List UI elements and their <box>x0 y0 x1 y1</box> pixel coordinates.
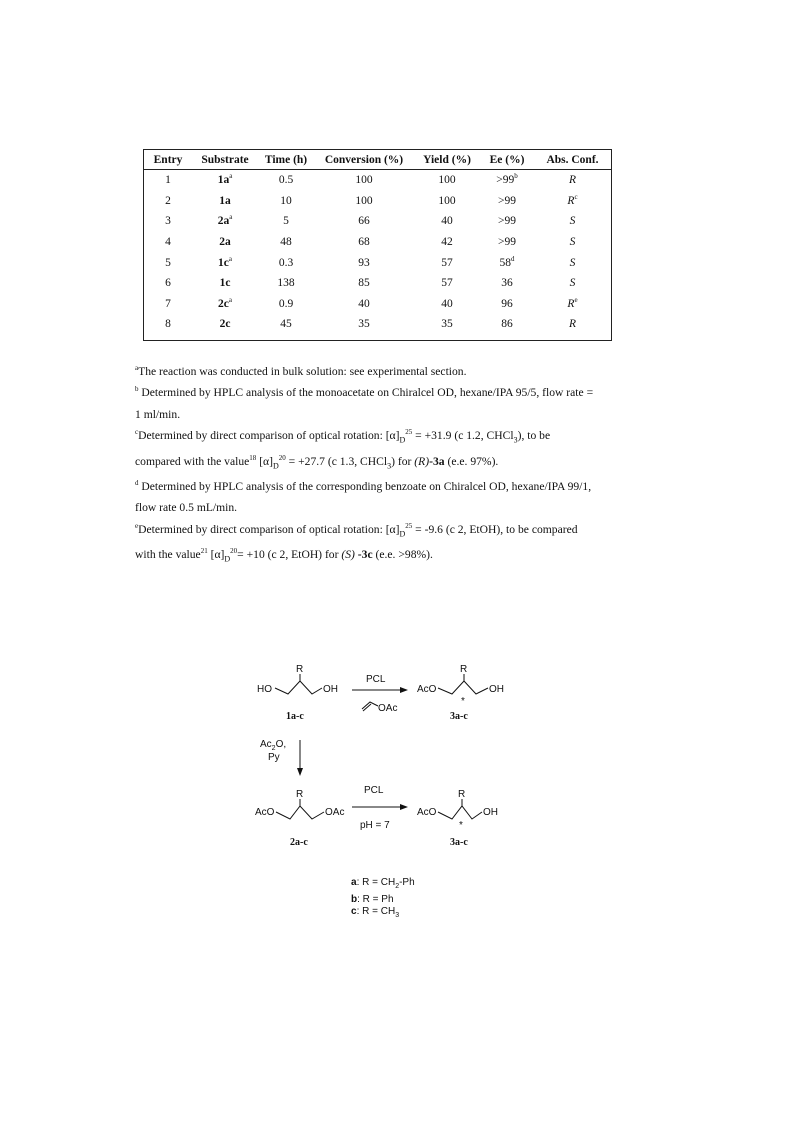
cell-abs-conf: R <box>568 318 577 331</box>
footnote-e-cont: with the value$^{21}$ $[\alpha]_D^{20}= +10$ (c 2, EtOH) for (S) -3c (e.e. >98%). <box>135 547 433 564</box>
cell-abs-conf: R <box>568 174 577 187</box>
cell-entry: 8 <box>165 318 171 331</box>
arrowhead-right-top <box>400 687 408 693</box>
col-conversion: Conversion (%) <box>314 150 414 170</box>
cell-yield: 40 <box>441 215 453 228</box>
aco-label-3-top: AcO <box>417 684 437 695</box>
skeleton-3-bottom <box>438 806 482 819</box>
ph-label: pH = 7 <box>360 820 390 831</box>
legend-a: a: $R = CH_2-Ph$ <box>351 877 415 890</box>
cell-conversion: 93 <box>358 256 370 269</box>
skeleton-2 <box>276 806 324 819</box>
cell-entry: 5 <box>165 256 171 269</box>
arrowhead-right-bottom <box>400 804 408 810</box>
stereo-star-bottom: * <box>459 820 463 831</box>
cell-ee: >99 <box>498 236 516 249</box>
cell-entry: 2 <box>165 194 171 207</box>
cell-time: 0.5 <box>278 174 294 187</box>
aco-label-3-bottom: AcO <box>417 807 437 818</box>
cell-ee: 58$^d$ <box>499 254 515 269</box>
py-label: Py <box>268 752 280 763</box>
cell-ee: 86 <box>501 318 513 331</box>
cell-substrate: 2c <box>219 318 231 331</box>
cell-entry: 1 <box>165 174 171 187</box>
compound-label-1: 1a-c <box>286 711 304 722</box>
cell-substrate: 2a <box>219 236 231 249</box>
oh-label-3-top: OH <box>489 684 504 695</box>
cell-time: 0.9 <box>278 297 294 310</box>
cell-substrate: 1c <box>219 277 231 290</box>
cell-yield: 57 <box>441 277 453 290</box>
cell-entry: 4 <box>165 236 171 249</box>
r-label-3-top: R <box>460 664 468 675</box>
cell-entry: 6 <box>165 277 171 290</box>
cell-conversion: 85 <box>358 277 370 290</box>
footnote-d-cont: flow rate 0.5 mL/min. <box>135 501 238 515</box>
cell-ee: >99 <box>498 215 516 228</box>
cell-conversion: 40 <box>358 297 370 310</box>
col-abs-conf: Abs. Conf. <box>534 150 611 170</box>
cell-entry: 3 <box>165 215 171 228</box>
cell-substrate: $2c^a$ <box>218 296 232 310</box>
aco-label-2: AcO <box>255 807 275 818</box>
oh-label-1: OH <box>323 684 338 695</box>
cell-time: 48 <box>280 236 292 249</box>
cell-abs-conf: S <box>569 256 576 269</box>
oac-label-2: OAc <box>325 807 345 818</box>
cell-conversion: 100 <box>355 194 373 207</box>
cell-ee: $>99^b$ <box>496 172 518 187</box>
cell-yield: 57 <box>441 256 453 269</box>
cell-ee: 36 <box>501 277 513 290</box>
skeleton-3-top <box>438 681 488 694</box>
footnote-d: $^d$ Determined by HPLC analysis of the corresponding benzoate on Chiralcel OD, hexane/IPA 99/1, <box>135 479 592 494</box>
ho-label: HO <box>257 684 272 695</box>
arrowhead-down <box>297 768 303 776</box>
col-ee: Ee (%) <box>480 150 534 170</box>
col-time: Time (h) <box>258 150 314 170</box>
substituent-legend <box>351 877 415 923</box>
cell-ee: >99 <box>498 194 516 207</box>
cell-time: 5 <box>283 215 289 228</box>
r-label-2: R <box>296 789 304 800</box>
oh-label-3-bottom: OH <box>483 807 498 818</box>
cell-abs-conf: S <box>569 215 576 228</box>
r-label-3-bottom: R <box>458 789 466 800</box>
cell-conversion: 100 <box>355 174 373 187</box>
cell-yield: 100 <box>438 194 456 207</box>
cell-conversion: 35 <box>358 318 370 331</box>
compound-label-3-bottom: 3a-c <box>450 837 468 848</box>
legend-c: c: $R = CH_3$ <box>351 906 400 919</box>
pcl-label-top: PCL <box>366 674 386 685</box>
cell-yield: 42 <box>441 236 453 249</box>
footnote-b-cont: 1 ml/min. <box>135 407 181 421</box>
col-yield: Yield (%) <box>414 150 480 170</box>
r-label-1: R <box>296 664 304 675</box>
skeleton-1 <box>275 681 322 694</box>
legend-b: b: R = Ph <box>351 893 394 905</box>
col-entry: Entry <box>144 150 192 170</box>
vinyl-oac-label: OAc <box>378 703 398 714</box>
cell-abs-conf: $R^c$ <box>567 193 578 207</box>
cell-abs-conf: $R^e$ <box>567 296 578 310</box>
cell-time: 10 <box>280 194 292 207</box>
footnote-e: $^e$Determined by direct comparison of optical rotation: $[\alpha]_D^{25} = -9.6$ (c 2, EtOH), to be compared <box>135 521 578 539</box>
cell-ee: 96 <box>501 297 513 310</box>
cell-yield: 100 <box>438 174 456 187</box>
cell-conversion: 66 <box>358 215 370 228</box>
cell-time: 45 <box>280 318 292 331</box>
cell-abs-conf: S <box>569 277 576 290</box>
footnote-c: $^c$Determined by direct comparison of optical rotation: $[\alpha]_D^{25} = +31.9$ (c 1.2, CHCl$_3$), to be <box>135 428 551 445</box>
cell-time: 138 <box>277 277 295 290</box>
cell-time: 0.3 <box>278 256 294 269</box>
cell-abs-conf: S <box>569 236 576 249</box>
footnote-a: $^a$The reaction was conducted in bulk solution: see experimental section. <box>135 364 467 378</box>
cell-conversion: 68 <box>358 236 370 249</box>
compound-label-2: 2a-c <box>290 837 308 848</box>
footnote-b: $^b$ Determined by HPLC analysis of the monoacetate on Chiralcel OD, hexane/IPA 95/5, flow rate = <box>135 385 594 400</box>
ac2o-label: $Ac_2O$, <box>260 739 287 752</box>
cell-substrate: $1c^a$ <box>218 254 232 269</box>
compound-label-3-top: 3a-c <box>450 711 468 722</box>
cell-substrate: $1a^a$ <box>217 172 233 187</box>
cell-yield: 40 <box>441 297 453 310</box>
cell-yield: 35 <box>441 318 453 331</box>
cell-substrate: $2a^a$ <box>217 213 233 228</box>
footnote-c-cont: compared with the value$^{18}$ $[\alpha]_D^{20} = +27.7$ (c 1.3, CHCl$_3$) for (R)-3a (e.e. 97%). <box>135 453 499 470</box>
stereo-star-top: * <box>461 696 465 707</box>
cell-entry: 7 <box>165 297 171 310</box>
col-substrate: Substrate <box>192 150 258 170</box>
cell-substrate: 1a <box>219 194 231 207</box>
pcl-label-bottom: PCL <box>364 785 384 796</box>
